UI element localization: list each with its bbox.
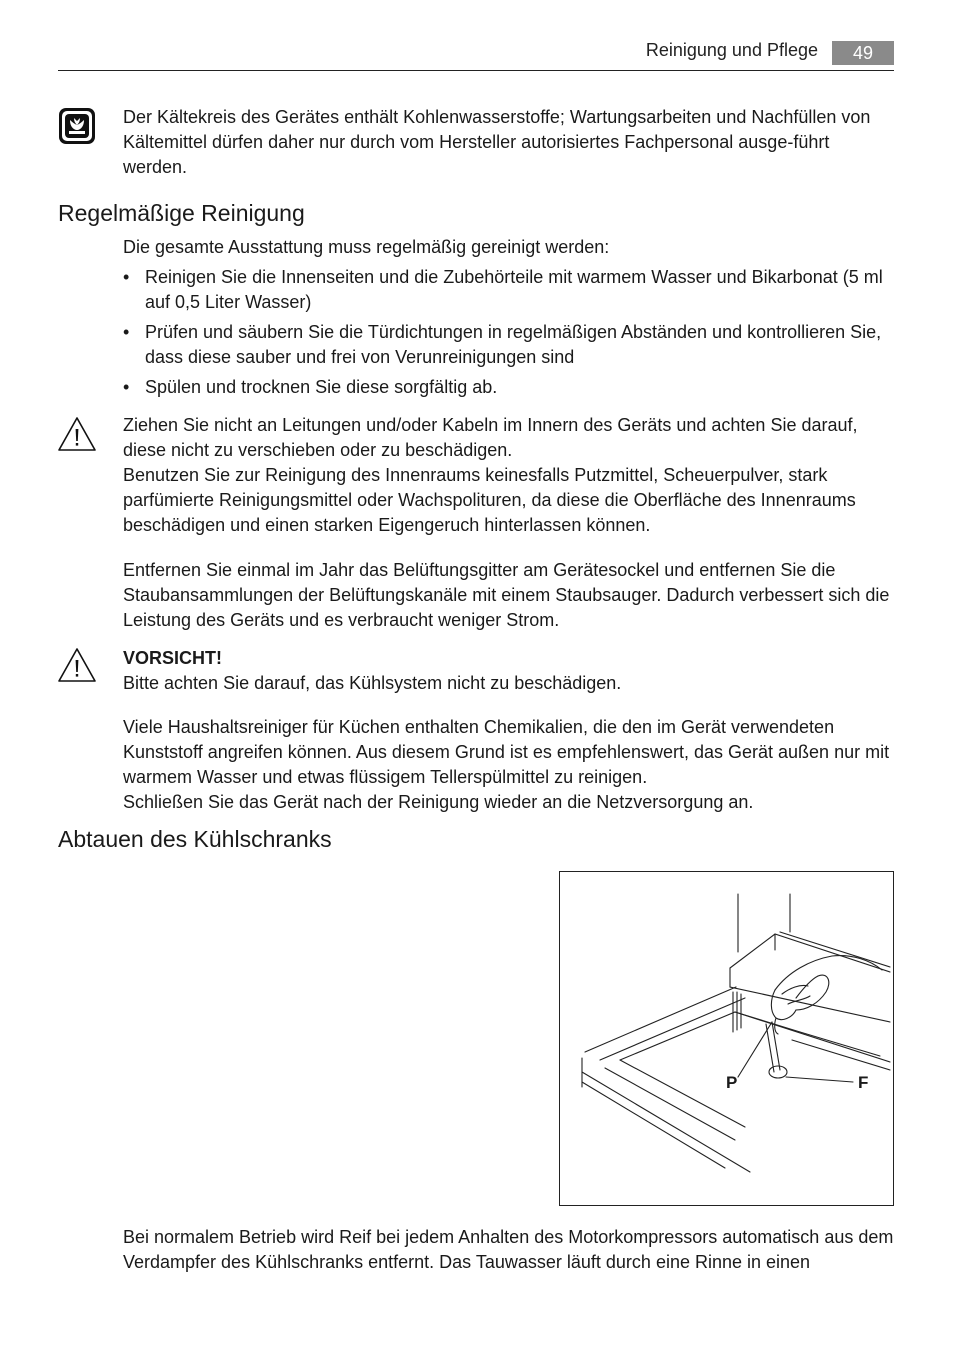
warning-cables-p2: Benutzen Sie zur Reinigung des Innenraums keinesfalls Putzmittel, Scheuerpulver, stark parfümierte Reinigungsmittel oder Wachspolituren, da diese die Oberfläche des Innenraums beschädigen und einen starken Eigengeruch hinterlassen können.	[123, 465, 856, 535]
defrost-paragraph: Bei normalem Betrieb wird Reif bei jedem Anhalten des Motorkompressors automatisch aus dem Verdampfer des Kühlschranks entfernt. Das Tauwasser läuft durch eine Rinne in einen	[123, 1227, 894, 1272]
list-item: • Reinigen Sie die Innenseiten und die Zubehörteile mit warmem Wasser und Bikarbonat (5 ml auf 0,5 Liter Wasser)	[123, 265, 895, 315]
cleaning-intro: Die gesamte Ausstattung muss regelmäßig gereinigt werden:	[123, 237, 610, 257]
warning-cables-text	[123, 413, 895, 538]
environment-note: Der Kältekreis des Gerätes enthält Kohlenwasserstoffe; Wartungsarbeiten und Nachfüllen von Kältemittel dürfen daher nur durch vom Hersteller autorisiertes Fachpersonal ausge-führt werden.	[123, 107, 871, 177]
environment-icon	[58, 107, 96, 145]
caution-title: VORSICHT!	[123, 648, 222, 668]
ventilation-paragraph: Entfernen Sie einmal im Jahr das Belüftungsgitter am Gerätesockel und entfernen Sie die Staubansammlungen der Belüftungskanäle mit einem Staubsauger. Dadurch verbessert sich die Leistung des Geräts und es verbraucht weniger Strom.	[123, 560, 890, 630]
warning-triangle-icon	[57, 647, 97, 688]
cleaners-p2: Schließen Sie das Gerät nach der Reinigung wieder an die Netzversorgung an.	[123, 792, 754, 812]
warning-triangle-icon	[57, 416, 97, 457]
cleaners-paragraph	[123, 715, 895, 815]
list-item: • Spülen und trocknen Sie diese sorgfältig ab.	[123, 375, 895, 400]
page-number: 49	[832, 41, 894, 65]
cleaners-p1: Viele Haushaltsreiniger für Küchen enthalten Chemikalien, die den im Gerät verwendeten Kunststoff angreifen können. Aus diesem Grund ist es empfehlenswert, das Gerät außen nur mit warmem Wasser und etwas flüssigem Tellerspülmittel zu reinigen.	[123, 717, 890, 787]
figure-label-p: P	[726, 1073, 738, 1092]
caution-text: Bitte achten Sie darauf, das Kühlsystem nicht zu beschädigen.	[123, 673, 622, 693]
section-title-regular-cleaning: Regelmäßige Reinigung	[58, 200, 305, 226]
defrost-drain-illustration	[559, 871, 894, 1206]
figure-label-f: F	[858, 1073, 869, 1092]
warning-cables-p1: Ziehen Sie nicht an Leitungen und/oder Kabeln im Innern des Geräts und achten Sie darauf, diese nicht zu verschieben oder zu beschädigen.	[123, 415, 858, 460]
header-rule	[58, 70, 894, 71]
list-item: • Prüfen und säubern Sie die Türdichtungen in regelmäßigen Abständen und kontrollieren Sie, dass diese sauber und frei von Verunreinigungen sind	[123, 320, 895, 370]
section-title-defrosting: Abtauen des Kühlschranks	[58, 826, 332, 852]
running-header: Reinigung und Pflege	[645, 40, 818, 60]
cleaning-bullet-list	[123, 265, 895, 405]
